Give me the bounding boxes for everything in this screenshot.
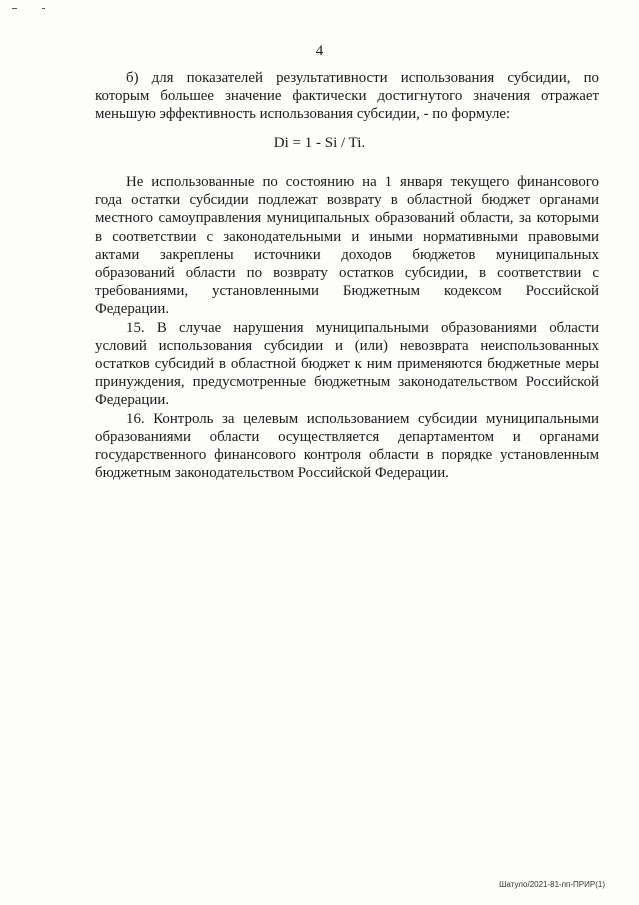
text-line: б) для показателей результативности использования субсидии, по (126, 70, 599, 86)
text-line: бюджетным законодательством Российской Федерации. (95, 465, 449, 482)
page-number: 4 (315, 43, 324, 59)
text-line: которым большее значение фактически достигнутого значения отражает (95, 88, 599, 105)
text-line: образований области по возврату остатков субсидии, в соответствии с (95, 264, 599, 281)
text-line: образованиями области осуществляется департаментом и органами (95, 428, 599, 445)
paragraph-16 (95, 410, 599, 483)
text-line: требованиями, установленными Бюджетным кодексом Российской (95, 283, 599, 300)
text-line: государственного финансового контроля области в порядке установленным (95, 446, 599, 463)
text-line: местного самоуправления муниципальных образований области, за которыми (95, 210, 599, 227)
scan-mark (42, 8, 45, 9)
paragraph-15 (95, 319, 599, 410)
text-line: условий использования субсидии и (или) невозврата неиспользованных (95, 337, 599, 354)
text-line: 16. Контроль за целевым использованием субсидии муниципальными (126, 410, 599, 427)
text-line: Не использованные по состоянию на 1 января текущего финансового (126, 174, 599, 190)
scan-mark (12, 8, 17, 9)
text-line: в соответствии с законодательными и иными нормативными правовыми (95, 228, 599, 245)
text-line: 15. В случае нарушения муниципальными образованиями области (126, 319, 599, 336)
document-code: Шатуло/2021-81-пп-ПРИР(1) (499, 880, 605, 889)
text-line: остатков субсидий в областной бюджет к ним применяются бюджетные меры (95, 355, 599, 372)
text-line: меньшую эффективность использования субсидии, - по формуле: (95, 106, 511, 123)
paragraph-b (95, 69, 599, 124)
text-line: Федерации. (95, 392, 170, 409)
text-line: актами закреплены источники доходов бюджетов муниципальных (95, 246, 599, 263)
paragraph-unused-subsidy (95, 173, 599, 319)
text-line: принуждения, предусмотренные бюджетным законодательством Российской (95, 374, 599, 391)
text-line: Федерации. (95, 301, 170, 318)
text-line: года остатки субсидии подлежат возврату в областной бюджет органами (95, 192, 599, 209)
formula: Di = 1 - Si / Ti. (273, 135, 366, 151)
